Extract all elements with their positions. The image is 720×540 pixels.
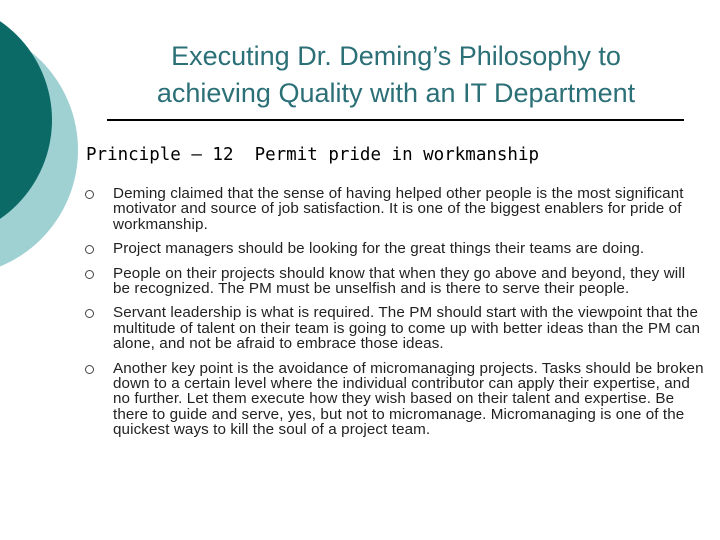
principle-heading: Principle – 12 Permit pride in workmanship — [86, 145, 540, 165]
bullet-list — [84, 186, 704, 447]
bullet-circle-icon — [85, 245, 94, 254]
bullet-item — [84, 266, 704, 297]
title-line-2: achieving Quality with an IT Department — [156, 78, 636, 108]
title-line-1: Executing Dr. Deming’s Philosophy to — [171, 41, 621, 71]
bullet-text: Servant leadership is what is required. The PM should start with the viewpoint that the multitude of talent on their team is going to come up with better ideas than the PM can alone, and not be afraid to embrace those ideas. — [113, 304, 700, 353]
bullet-circle-icon — [85, 270, 94, 279]
slide-title — [104, 38, 688, 112]
bullet-item — [84, 305, 704, 351]
bullet-text: Another key point is the avoidance of micromanaging projects. Tasks should be broken down to a certain level where the individual contributor can apply their expertise, and no further. Let them execute how they wish based on their talent and expertise. Be there to guide and serve, yes, but not to micromanage. Micromanaging is one of the quickest ways to kill the soul of a project team. — [113, 359, 704, 439]
bullet-item — [84, 241, 704, 256]
title-divider — [107, 119, 684, 121]
bullet-item — [84, 186, 704, 232]
bullet-text: People on their projects should know that when they go above and beyond, they will be recognized. The PM must be unselfish and is there to serve their people. — [113, 264, 686, 298]
bullet-circle-icon — [85, 365, 94, 374]
bullet-text: Deming claimed that the sense of having helped other people is the most significant motivator and source of job satisfaction. It is one of the biggest enablers for pride of workmanship. — [113, 185, 684, 233]
bullet-circle-icon — [85, 190, 94, 199]
decorative-circles — [0, 0, 80, 300]
bullet-circle-icon — [85, 309, 94, 318]
bullet-item — [84, 361, 704, 438]
bullet-text: Project managers should be looking for the great things their teams are doing. — [113, 240, 645, 258]
